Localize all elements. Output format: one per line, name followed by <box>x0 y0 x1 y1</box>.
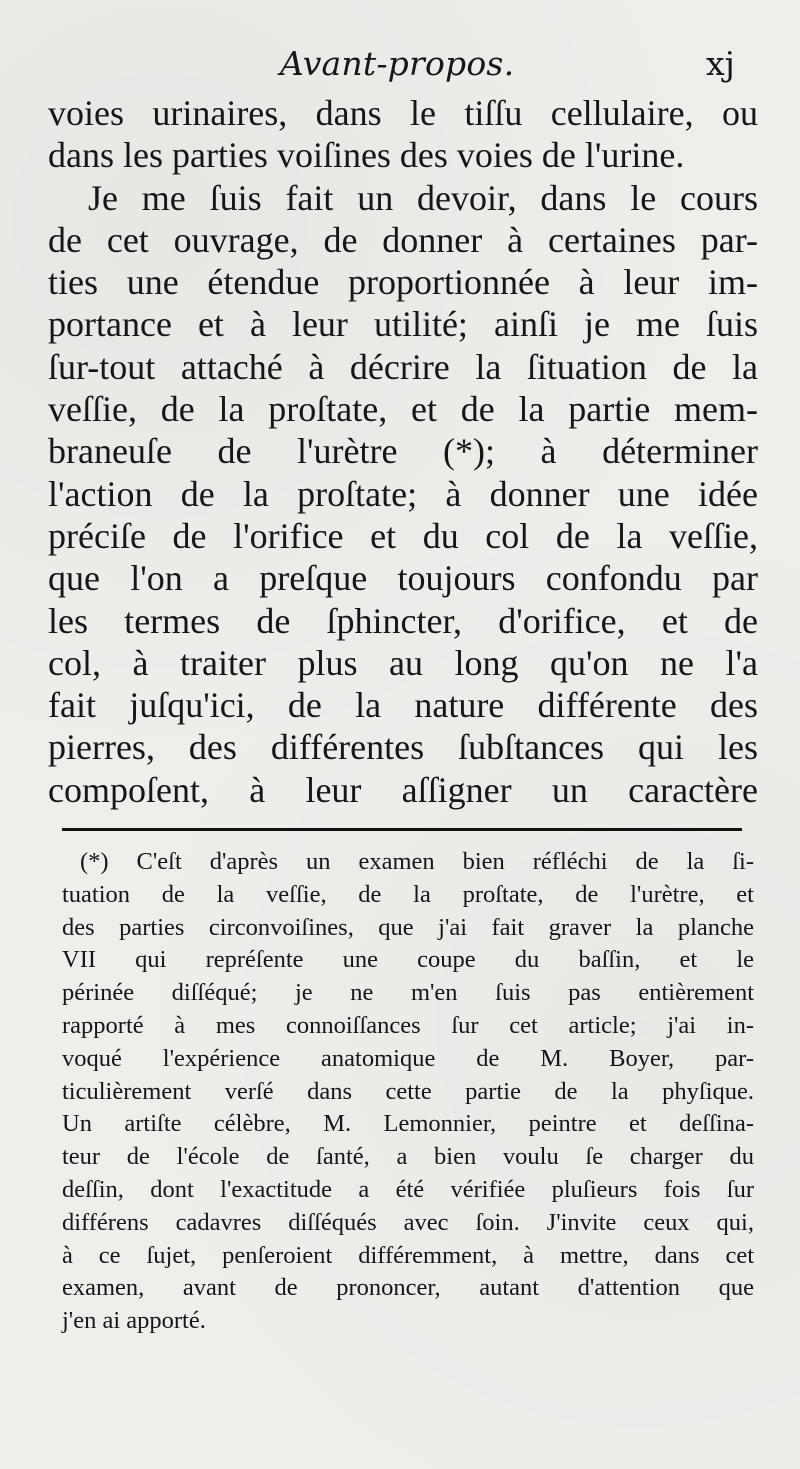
main-text-line: dans les parties voiſines des voies de l'urine. <box>48 135 685 176</box>
main-text-line: pierres, des différentes ſubſtances qui les <box>48 727 758 768</box>
footnote-line: à ce ſujet, penſeroient différemment, à mettre, dans cet <box>62 1241 754 1269</box>
footnote-line: des parties circonvoiſines, que j'ai fait graver la planche <box>62 913 754 941</box>
footnote-line: (*) C'eſt d'après un examen bien réfléchi de la ſi- <box>80 848 754 875</box>
main-text-line: ties une étendue proportionnée à leur im- <box>48 262 758 303</box>
main-text-line: fait juſqu'ici, de la nature différente des <box>48 685 758 726</box>
main-text-line: voies urinaires, dans le tiſſu cellulaire, ou <box>48 93 758 133</box>
main-text-line: braneuſe de l'urètre (*); à déterminer <box>48 431 758 472</box>
footnote-line: VII qui repréſente une coupe du baſſin, et le <box>62 946 754 974</box>
main-text-line: Je me ſuis fait un devoir, dans le cours <box>88 177 758 218</box>
footnote-line: examen, avant de prononcer, autant d'attention que <box>62 1274 754 1302</box>
footnote <box>62 846 754 1338</box>
footnote-line: deſſin, dont l'exactitude a été vérifiée pluſieurs fois ſur <box>62 1175 754 1203</box>
footnote-line: périnée diſſéqué; je ne m'en ſuis pas entièrement <box>62 979 754 1007</box>
footnote-divider <box>62 828 742 831</box>
main-text-line: ſur-tout attaché à décrire la ſituation de la <box>48 346 758 387</box>
footnote-line: Un artiſte célèbre, M. Lemonnier, peintre et deſſina- <box>62 1110 754 1138</box>
footnote-line: tuation de la veſſie, de la proſtate, de l'urètre, et <box>62 880 754 908</box>
footnote-line: rapporté à mes connoiſſances ſur cet article; j'ai in- <box>62 1011 754 1039</box>
footnote-line: voqué l'expérience anatomique de M. Boyer, par- <box>62 1044 754 1072</box>
main-text-line: que l'on a preſque toujours confondu par <box>48 558 758 599</box>
main-text-line: veſſie, de la proſtate, et de la partie mem- <box>48 389 758 430</box>
running-title: Avant-propos. <box>280 44 515 83</box>
main-text-line: compoſent, à leur aſſigner un caractère <box>48 769 758 810</box>
footnote-line: ticulièrement verſé dans cette partie de la phyſique. <box>62 1077 754 1105</box>
main-text-line: portance et à leur utilité; ainſi je me ſuis <box>48 304 758 345</box>
main-text-line: les termes de ſphincter, d'orifice, et de <box>48 600 758 641</box>
main-text-line: l'action de la proſtate; à donner une idée <box>48 473 758 514</box>
footnote-line: teur de l'école de ſanté, a bien voulu ſe charger du <box>62 1143 754 1171</box>
main-text-line: col, à traiter plus au long qu'on ne l'a <box>48 642 758 683</box>
main-text-line: préciſe de l'orifice et du col de la veſſie, <box>48 515 758 556</box>
footnote-line: différens cadavres diſſéqués avec ſoin. J'invite ceux qui, <box>62 1208 754 1236</box>
main-text <box>48 92 758 811</box>
main-text-line: de cet ouvrage, de donner à certaines par- <box>48 219 758 260</box>
footnote-line: j'en ai apporté. <box>62 1307 206 1335</box>
page-number: xj <box>706 44 735 83</box>
running-head <box>0 44 800 90</box>
